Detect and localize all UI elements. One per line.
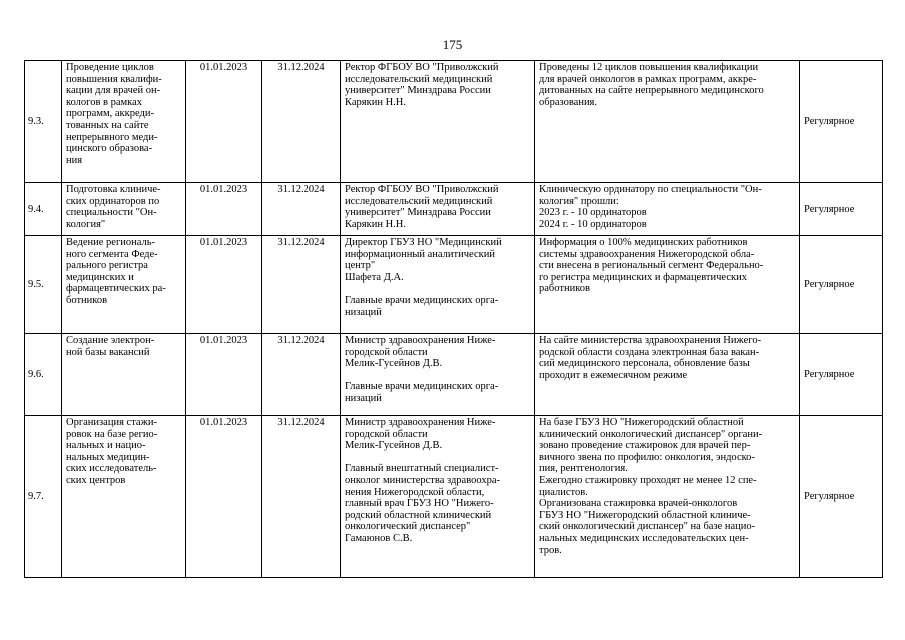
result-line: циалистов. xyxy=(539,486,588,498)
responsible-line: Карякин Н.Н. xyxy=(345,218,406,230)
status-cell xyxy=(800,236,883,334)
result-cell xyxy=(535,236,800,334)
event-name-line: нальных и нацио- xyxy=(66,440,146,452)
responsible-line: Главный внештатный специалист- xyxy=(345,463,499,475)
item-number: 9.3. xyxy=(28,116,44,128)
event-name-line: специальности "Он- xyxy=(66,207,157,219)
end-date: 31.12.2024 xyxy=(277,237,325,248)
item-number: 9.4. xyxy=(28,203,44,215)
responsible-line: Директор ГБУЗ НО "Медицинский xyxy=(345,237,502,248)
event-name-line: Проведение циклов xyxy=(66,62,154,73)
start-date-cell xyxy=(186,61,262,183)
status-text: Регулярное xyxy=(804,369,855,381)
responsible-cell xyxy=(341,183,535,236)
responsible-line: Карякин Н.Н. xyxy=(345,96,406,108)
result-line: кология" прошли: xyxy=(539,195,619,207)
result-line: Проведены 12 циклов повышения квалификации xyxy=(539,62,759,73)
result-line: зовано проведение стажировок для врачей пер- xyxy=(539,440,751,452)
status-cell xyxy=(800,334,883,416)
status-cell xyxy=(800,61,883,183)
event-name-line: ских центров xyxy=(66,474,126,486)
result-cell xyxy=(535,416,800,578)
result-line: проходит в ежемесячном режиме xyxy=(539,369,688,381)
event-name-line: повышения квалифи- xyxy=(66,73,162,85)
activity-table xyxy=(24,60,883,578)
result-cell xyxy=(535,61,800,183)
result-line: ГБУЗ НО "Нижегородский областной клиниче- xyxy=(539,509,751,521)
event-name-cell xyxy=(62,334,186,416)
result-line: Информация о 100% медицинских работников xyxy=(539,237,748,248)
start-date: 01.01.2023 xyxy=(199,417,248,428)
result-line: 2024 г. - 10 ординаторов xyxy=(539,218,647,230)
result-line: дитованных на сайте непрерывного медицинского xyxy=(539,85,764,97)
start-date-cell xyxy=(186,334,262,416)
event-name-line: рального регистра xyxy=(66,260,148,272)
result-line: На сайте министерства здравоохранения Нижего- xyxy=(539,335,762,346)
responsible-line: Главные врачи медицинских орга- xyxy=(345,294,499,306)
event-name-line: Подготовка клиниче- xyxy=(66,184,161,195)
result-line: образования. xyxy=(539,96,598,108)
event-name-line: кации для врачей он- xyxy=(66,85,161,97)
table-body xyxy=(25,61,883,578)
responsible-line: Министр здравоохранения Ниже- xyxy=(345,335,496,346)
event-name-line: ровок на базе регио- xyxy=(66,428,158,440)
item-number-cell xyxy=(25,334,62,416)
status-text: Регулярное xyxy=(804,279,855,291)
result-cell xyxy=(535,183,800,236)
event-name-cell xyxy=(62,61,186,183)
event-name-line: кология" xyxy=(66,218,106,230)
status-cell xyxy=(800,183,883,236)
start-date: 01.01.2023 xyxy=(199,237,248,248)
responsible-cell xyxy=(341,61,535,183)
status-text: Регулярное xyxy=(804,491,855,503)
start-date-cell xyxy=(186,416,262,578)
responsible-line: Ректор ФГБОУ ВО "Приволжский xyxy=(345,184,499,195)
result-line: ский онкологический диспансер" на базе нацио- xyxy=(539,521,756,533)
result-line: нальных медицинских исследовательских цен- xyxy=(539,532,749,544)
responsible-line: университет" Минздрава России xyxy=(345,85,491,97)
table-row xyxy=(25,416,883,578)
item-number: 9.5. xyxy=(28,279,44,291)
event-name-line: Создание электрон- xyxy=(66,335,155,346)
responsible-line: исследовательский медицинский xyxy=(345,73,493,85)
responsible-line: университет" Минздрава России xyxy=(345,207,491,219)
result-line: родской области создана электронная база вакан- xyxy=(539,346,760,358)
event-name-line: фармацевтических ра- xyxy=(66,283,166,295)
responsible-line: центр" xyxy=(345,260,376,272)
table-row xyxy=(25,236,883,334)
responsible-line: Гамаюнов С.В. xyxy=(345,532,413,544)
table-row xyxy=(25,183,883,236)
status-cell xyxy=(800,416,883,578)
result-line: Организована стажировка врачей-онкологов xyxy=(539,498,738,510)
event-name-line: ских исследователь- xyxy=(66,463,157,475)
responsible-line: Шафета Д.А. xyxy=(345,271,404,283)
event-name-cell xyxy=(62,183,186,236)
result-line: вичного звена по профилю: онкология, эндоско- xyxy=(539,451,755,463)
event-name-line: ботников xyxy=(66,294,108,306)
result-line: Ежегодно стажировку проходят не менее 12 спе- xyxy=(539,474,757,486)
responsible-line: информационный аналитический xyxy=(345,248,495,260)
responsible-line: онколог министерства здравоохра- xyxy=(345,474,500,486)
event-name-line: ной базы вакансий xyxy=(66,346,150,358)
item-number-cell xyxy=(25,183,62,236)
end-date-cell xyxy=(262,416,341,578)
responsible-line: главный врач ГБУЗ НО "Нижего- xyxy=(345,498,494,510)
result-line: клинический онкологический диспансер" органи- xyxy=(539,428,763,440)
start-date: 01.01.2023 xyxy=(199,62,248,73)
responsible-line: низаций xyxy=(345,306,382,318)
responsible-line: онкологический диспансер" xyxy=(345,521,471,533)
result-line: тров. xyxy=(539,544,562,556)
end-date-cell xyxy=(262,61,341,183)
end-date: 31.12.2024 xyxy=(277,335,325,346)
event-name-cell xyxy=(62,416,186,578)
end-date: 31.12.2024 xyxy=(277,417,325,428)
event-name-line: Организация стажи- xyxy=(66,417,157,428)
result-line: работников xyxy=(539,283,590,295)
event-name-line: кологов в рамках xyxy=(66,96,143,108)
responsible-line: Мелик-Гусейнов Д.В. xyxy=(345,440,443,452)
responsible-line xyxy=(345,452,530,464)
start-date-cell xyxy=(186,183,262,236)
result-line: для врачей онкологов в рамках программ, аккре- xyxy=(539,73,757,85)
event-name-line: непрерывного меди- xyxy=(66,131,158,143)
event-name-line: ного сегмента Феде- xyxy=(66,248,158,260)
responsible-line xyxy=(345,370,530,382)
result-line: го регистра медицинских и фармацевтических xyxy=(539,271,747,283)
result-line: 2023 г. - 10 ординаторов xyxy=(539,207,647,219)
responsible-line: родский областной клинический xyxy=(345,509,492,521)
responsible-cell xyxy=(341,416,535,578)
responsible-line: Главные врачи медицинских орга- xyxy=(345,381,499,393)
result-line: На базе ГБУЗ НО "Нижегородский областной xyxy=(539,417,744,428)
item-number: 9.6. xyxy=(28,369,44,381)
responsible-cell xyxy=(341,334,535,416)
end-date: 31.12.2024 xyxy=(277,184,325,195)
item-number-cell xyxy=(25,236,62,334)
responsible-line: нения Нижегородской области, xyxy=(345,486,485,498)
event-name-line: ния xyxy=(66,154,83,166)
table-row xyxy=(25,334,883,416)
status-text: Регулярное xyxy=(804,203,855,215)
event-name-line: программ, аккреди- xyxy=(66,108,154,120)
responsible-line: исследовательский медицинский xyxy=(345,195,493,207)
event-name-line: медицинских и xyxy=(66,271,134,283)
end-date-cell xyxy=(262,236,341,334)
event-name-line: ских ординаторов по xyxy=(66,195,160,207)
responsible-line: городской области xyxy=(345,428,428,440)
event-name-line: нальных медицин- xyxy=(66,451,150,463)
event-name-cell xyxy=(62,236,186,334)
end-date-cell xyxy=(262,183,341,236)
responsible-line: Ректор ФГБОУ ВО "Приволжский xyxy=(345,62,499,73)
responsible-line: Министр здравоохранения Ниже- xyxy=(345,417,496,428)
end-date-cell xyxy=(262,334,341,416)
item-number: 9.7. xyxy=(28,491,44,503)
result-line: системы здравоохранения Нижегородской обла- xyxy=(539,248,755,260)
event-name-line: цинского образова- xyxy=(66,143,153,155)
page-number: 175 xyxy=(442,37,463,52)
item-number-cell xyxy=(25,416,62,578)
result-line: сий медицинского персонала, обновление базы xyxy=(539,358,750,370)
table-row xyxy=(25,61,883,183)
responsible-line: городской области xyxy=(345,346,428,358)
event-name-line: Ведение региональ- xyxy=(66,237,156,248)
responsible-cell xyxy=(341,236,535,334)
end-date: 31.12.2024 xyxy=(277,62,325,73)
status-text: Регулярное xyxy=(804,116,855,128)
start-date: 01.01.2023 xyxy=(199,335,248,346)
result-line: пия, рентгенология. xyxy=(539,463,628,475)
event-name-line: тованных на сайте xyxy=(66,119,149,131)
result-line: сти внесена в региональный сегмент Федерально- xyxy=(539,260,764,272)
responsible-line xyxy=(345,283,530,295)
responsible-line: Мелик-Гусейнов Д.В. xyxy=(345,358,443,370)
result-line: Клиническую ординатору по специальности "Он- xyxy=(539,184,762,195)
item-number-cell xyxy=(25,61,62,183)
start-date-cell xyxy=(186,236,262,334)
start-date: 01.01.2023 xyxy=(199,184,248,195)
result-cell xyxy=(535,334,800,416)
responsible-line: низаций xyxy=(345,392,382,404)
